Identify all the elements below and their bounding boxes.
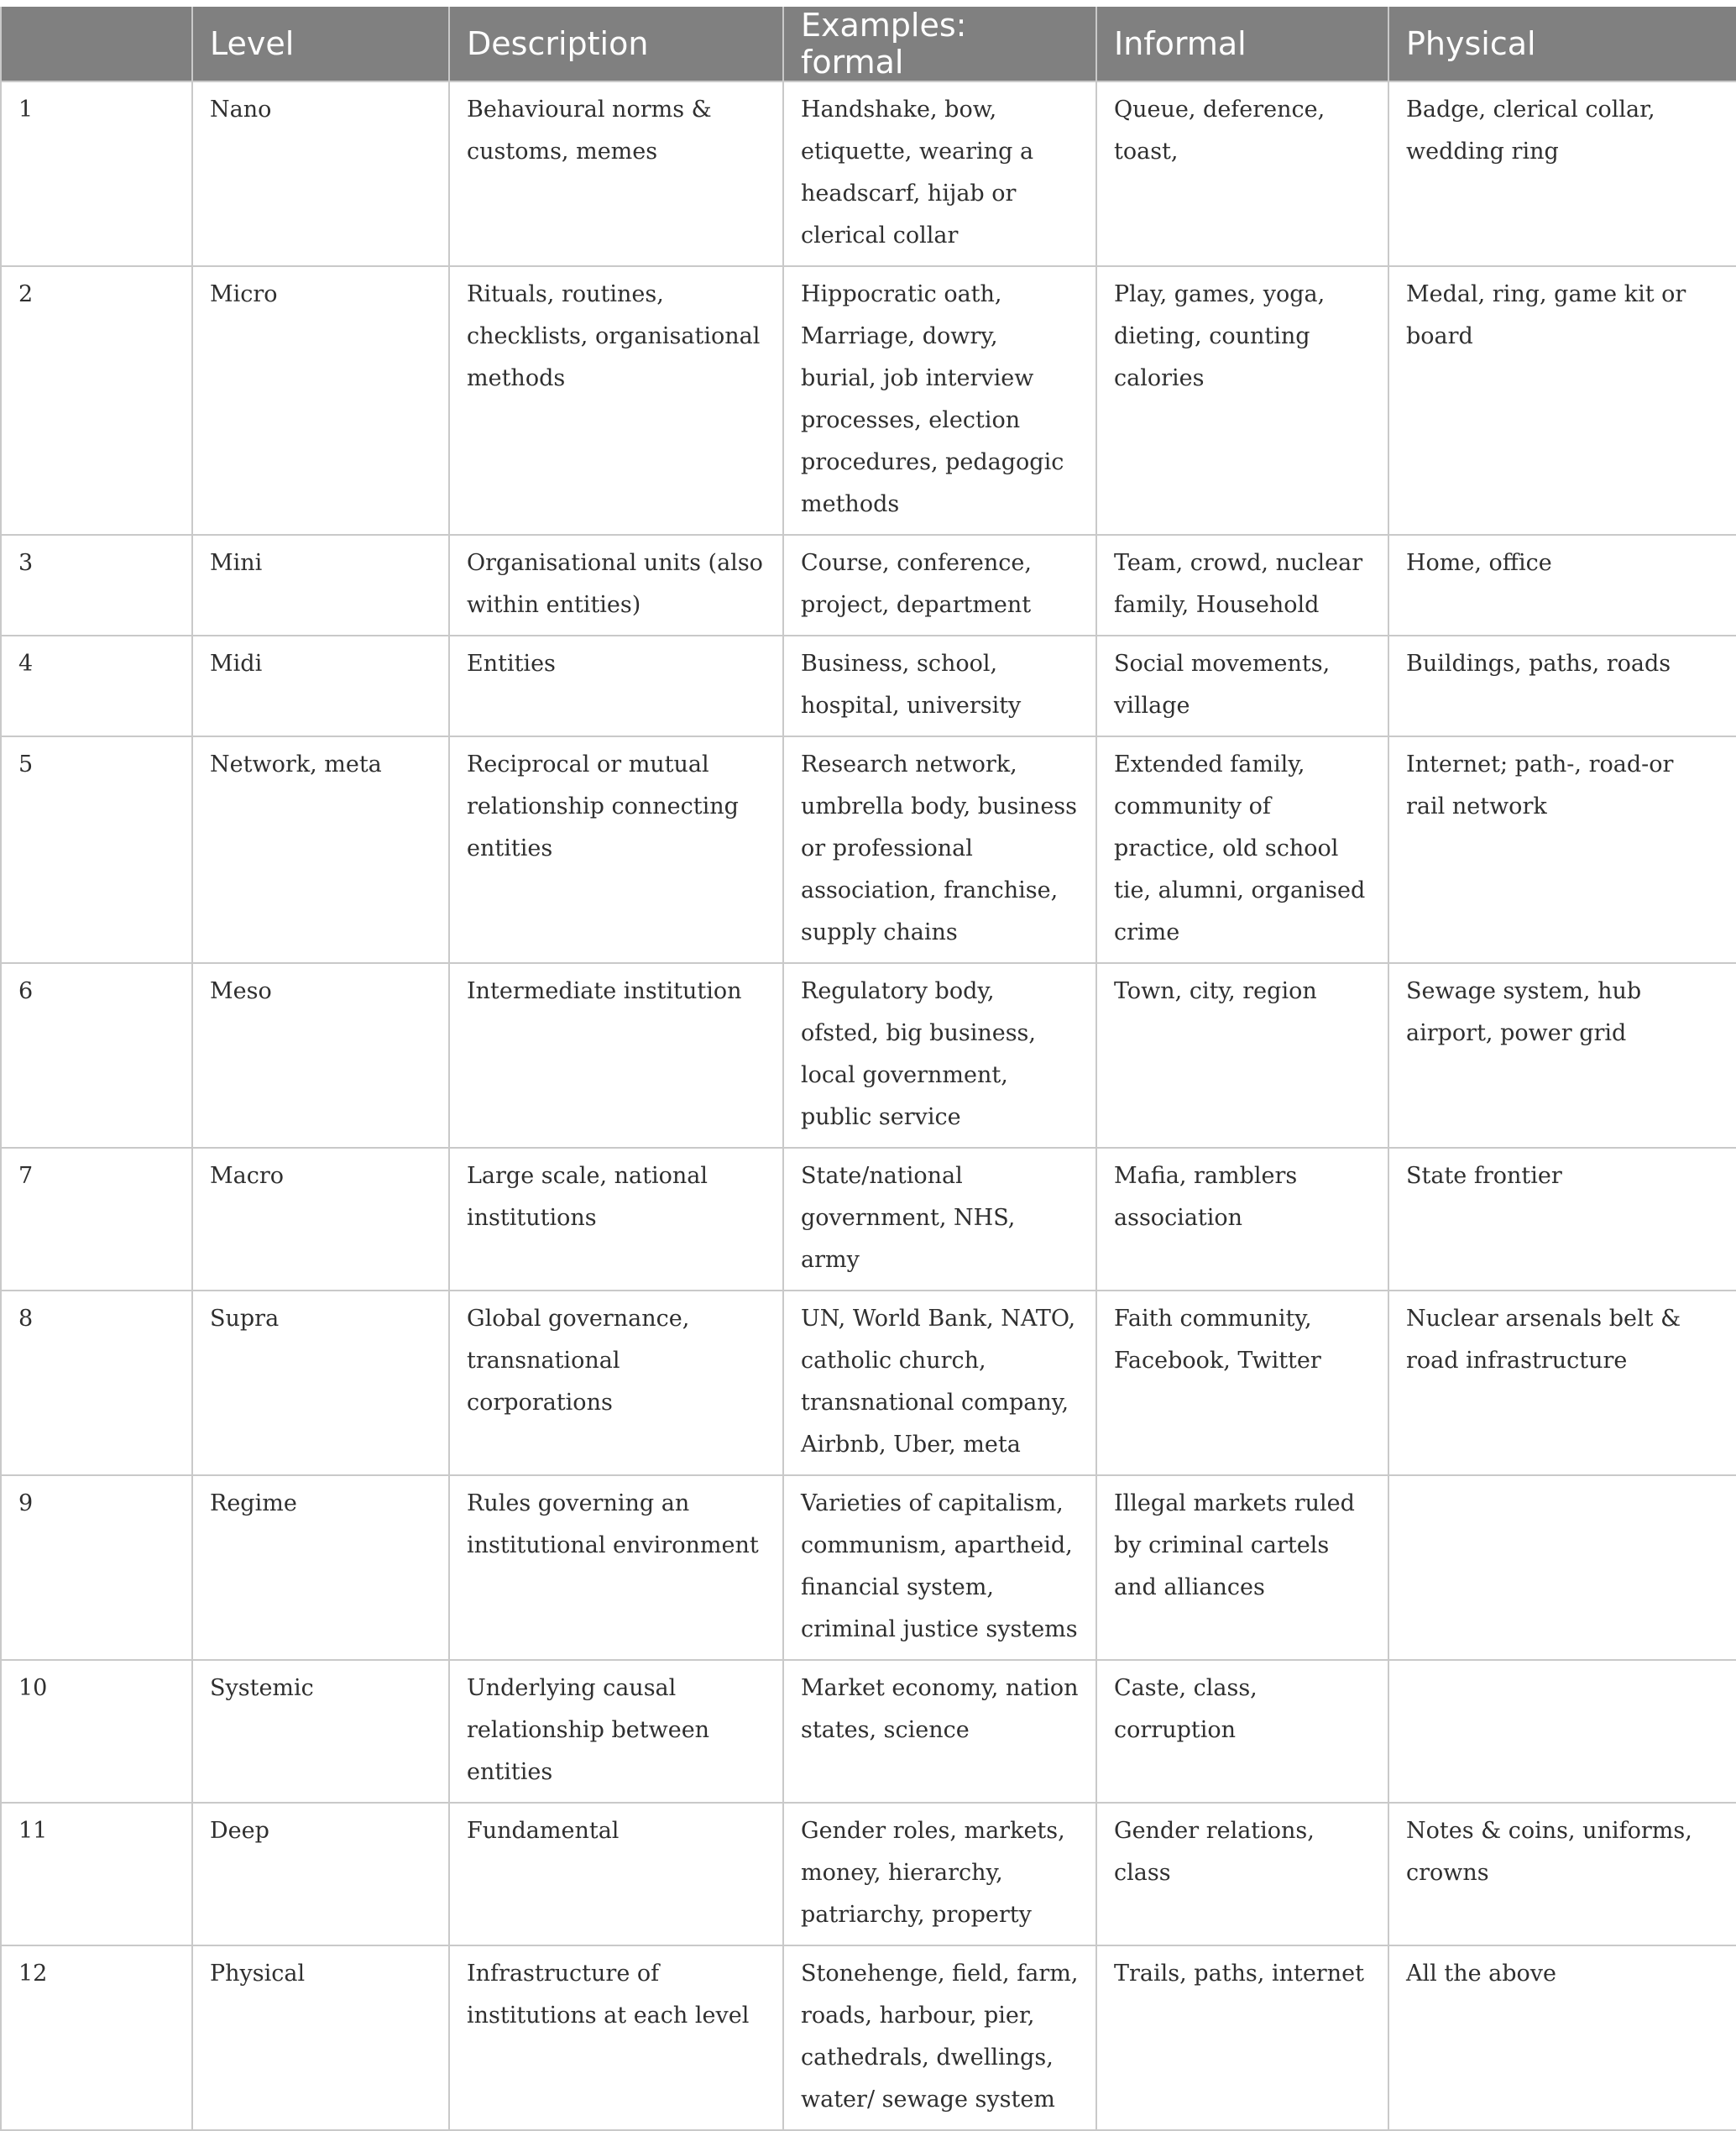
cell-formal: Varieties of capitalism, communism, apartheid, financial system, criminal justice systems xyxy=(783,1475,1096,1660)
cell-physical: Notes & coins, uniforms, crowns xyxy=(1388,1803,1736,1945)
cell-level: Systemic xyxy=(192,1660,449,1803)
cell-level: Meso xyxy=(192,963,449,1148)
header-physical: Physical xyxy=(1388,7,1736,81)
cell-formal: Hippocratic oath, Marriage, dowry, burial, job interview processes, election procedures, pedagogic methods xyxy=(783,266,1096,535)
cell-description: Behavioural norms & customs, memes xyxy=(449,81,783,266)
cell-informal: Trails, paths, internet xyxy=(1096,1945,1388,2130)
cell-physical: Buildings, paths, roads xyxy=(1388,636,1736,736)
cell-formal: Course, conference, project, department xyxy=(783,535,1096,636)
cell-formal: State/national government, NHS, army xyxy=(783,1148,1096,1291)
cell-number: 11 xyxy=(1,1803,192,1945)
cell-physical: State frontier xyxy=(1388,1148,1736,1291)
table-body xyxy=(1,81,1736,2130)
cell-number: 1 xyxy=(1,81,192,266)
cell-formal: Handshake, bow, etiquette, wearing a headscarf, hijab or clerical collar xyxy=(783,81,1096,266)
cell-formal: Stonehenge, field, farm, roads, harbour, pier, cathedrals, dwellings, water/ sewage system xyxy=(783,1945,1096,2130)
cell-physical: Home, office xyxy=(1388,535,1736,636)
institutions-table xyxy=(0,7,1736,2131)
cell-description: Reciprocal or mutual relationship connecting entities xyxy=(449,736,783,963)
cell-number: 3 xyxy=(1,535,192,636)
cell-level: Midi xyxy=(192,636,449,736)
cell-description: Fundamental xyxy=(449,1803,783,1945)
cell-formal: UN, World Bank, NATO, catholic church, transnational company, Airbnb, Uber, meta xyxy=(783,1291,1096,1475)
table-header xyxy=(1,7,1736,81)
cell-informal: Team, crowd, nuclear family, Household xyxy=(1096,535,1388,636)
cell-number: 4 xyxy=(1,636,192,736)
cell-number: 12 xyxy=(1,1945,192,2130)
table-row xyxy=(1,1660,1736,1803)
cell-informal: Queue, deference, toast, xyxy=(1096,81,1388,266)
cell-level: Mini xyxy=(192,535,449,636)
cell-level: Supra xyxy=(192,1291,449,1475)
cell-informal: Play, games, yoga, dieting, counting calories xyxy=(1096,266,1388,535)
cell-description: Rituals, routines, checklists, organisational methods xyxy=(449,266,783,535)
cell-informal: Faith community, Facebook, Twitter xyxy=(1096,1291,1388,1475)
cell-level: Network, meta xyxy=(192,736,449,963)
cell-formal: Gender roles, markets, money, hierarchy, patriarchy, property xyxy=(783,1803,1096,1945)
cell-physical: Badge, clerical collar, wedding ring xyxy=(1388,81,1736,266)
cell-formal: Market economy, nation states, science xyxy=(783,1660,1096,1803)
cell-formal: Research network, umbrella body, business or professional association, franchise, supply chains xyxy=(783,736,1096,963)
cell-level: Micro xyxy=(192,266,449,535)
cell-level: Nano xyxy=(192,81,449,266)
cell-physical: All the above xyxy=(1388,1945,1736,2130)
cell-level: Physical xyxy=(192,1945,449,2130)
table-row xyxy=(1,636,1736,736)
cell-number: 7 xyxy=(1,1148,192,1291)
cell-formal: Business, school, hospital, university xyxy=(783,636,1096,736)
table-row xyxy=(1,81,1736,266)
table-row xyxy=(1,1291,1736,1475)
cell-informal: Gender relations, class xyxy=(1096,1803,1388,1945)
institutions-table-container xyxy=(0,7,1736,2131)
header-level: Level xyxy=(192,7,449,81)
cell-physical: Internet; path-, road-or rail network xyxy=(1388,736,1736,963)
cell-physical: Sewage system, hub airport, power grid xyxy=(1388,963,1736,1148)
table-row xyxy=(1,1945,1736,2130)
table-row xyxy=(1,266,1736,535)
table-row xyxy=(1,1475,1736,1660)
cell-level: Macro xyxy=(192,1148,449,1291)
cell-number: 2 xyxy=(1,266,192,535)
table-row xyxy=(1,1148,1736,1291)
cell-number: 9 xyxy=(1,1475,192,1660)
cell-informal: Caste, class, corruption xyxy=(1096,1660,1388,1803)
table-row xyxy=(1,963,1736,1148)
table-row xyxy=(1,736,1736,963)
cell-informal: Mafia, ramblers association xyxy=(1096,1148,1388,1291)
cell-informal: Social movements, village xyxy=(1096,636,1388,736)
cell-description: Organisational units (also within entities) xyxy=(449,535,783,636)
cell-number: 5 xyxy=(1,736,192,963)
cell-physical xyxy=(1388,1475,1736,1660)
cell-description: Intermediate institution xyxy=(449,963,783,1148)
cell-level: Deep xyxy=(192,1803,449,1945)
header-description: Description xyxy=(449,7,783,81)
cell-informal: Town, city, region xyxy=(1096,963,1388,1148)
cell-informal: Illegal markets ruled by criminal cartels and alliances xyxy=(1096,1475,1388,1660)
cell-description: Underlying causal relationship between entities xyxy=(449,1660,783,1803)
header-row xyxy=(1,7,1736,81)
cell-description: Infrastructure of institutions at each level xyxy=(449,1945,783,2130)
cell-number: 10 xyxy=(1,1660,192,1803)
table-row xyxy=(1,1803,1736,1945)
table-row xyxy=(1,535,1736,636)
header-number xyxy=(1,7,192,81)
header-examples-formal: Examples: formal xyxy=(783,7,1096,81)
cell-level: Regime xyxy=(192,1475,449,1660)
cell-description: Entities xyxy=(449,636,783,736)
cell-number: 6 xyxy=(1,963,192,1148)
header-informal: Informal xyxy=(1096,7,1388,81)
cell-informal: Extended family, community of practice, old school tie, alumni, organised crime xyxy=(1096,736,1388,963)
cell-physical: Nuclear arsenals belt & road infrastructure xyxy=(1388,1291,1736,1475)
cell-physical xyxy=(1388,1660,1736,1803)
cell-description: Rules governing an institutional environment xyxy=(449,1475,783,1660)
cell-description: Global governance, transnational corporations xyxy=(449,1291,783,1475)
cell-formal: Regulatory body, ofsted, big business, local government, public service xyxy=(783,963,1096,1148)
cell-physical: Medal, ring, game kit or board xyxy=(1388,266,1736,535)
cell-description: Large scale, national institutions xyxy=(449,1148,783,1291)
cell-number: 8 xyxy=(1,1291,192,1475)
